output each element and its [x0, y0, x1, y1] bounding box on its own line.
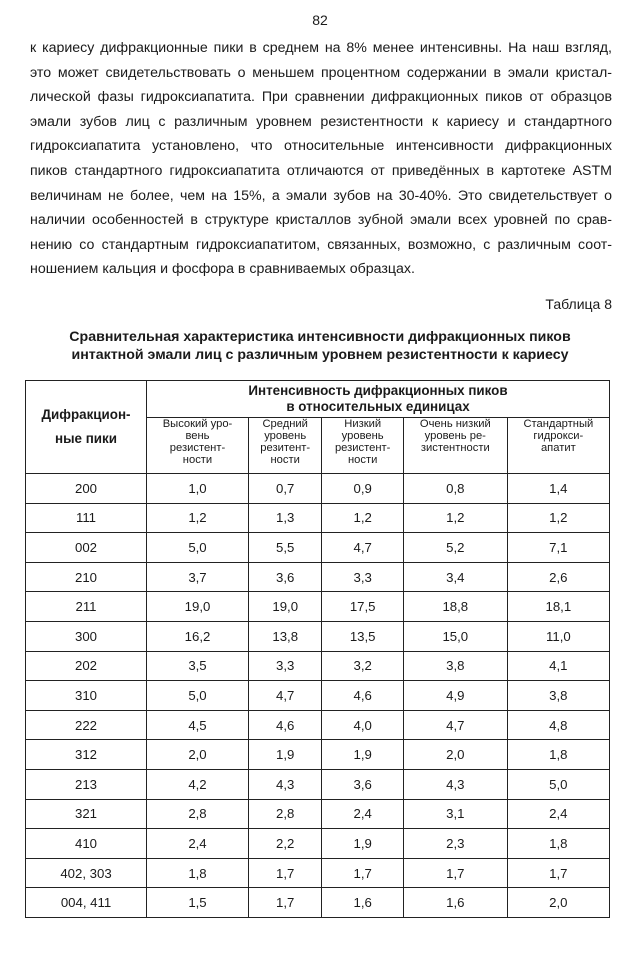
value-cell: 1,7 — [507, 858, 609, 888]
value-cell: 1,7 — [322, 858, 404, 888]
column-header-high — [147, 418, 249, 474]
value-cell: 11,0 — [507, 621, 609, 651]
header-line: Интенсивность дифракционных пиков — [248, 383, 508, 398]
table-row — [26, 829, 610, 859]
table-row — [26, 799, 610, 829]
table-title-line: Сравнительная характеристика интенсивности дифракционных пиков — [69, 329, 571, 345]
peak-cell: 200 — [26, 474, 147, 504]
peak-cell: 211 — [26, 592, 147, 622]
table-row — [26, 592, 610, 622]
value-cell: 3,2 — [322, 651, 404, 681]
peak-cell: 312 — [26, 740, 147, 770]
peak-cell: 222 — [26, 710, 147, 740]
value-cell: 5,2 — [403, 533, 507, 563]
intensity-table — [25, 380, 610, 918]
value-cell: 5,0 — [147, 681, 249, 711]
value-cell: 2,6 — [507, 562, 609, 592]
value-cell: 5,5 — [248, 533, 321, 563]
header-line: вень — [185, 430, 210, 442]
value-cell: 5,0 — [507, 769, 609, 799]
value-cell: 1,8 — [147, 858, 249, 888]
table-title-line: интактной эмали лиц с различным уровнем резистентности к кариесу — [71, 347, 569, 363]
value-cell: 1,9 — [322, 740, 404, 770]
value-cell: 2,3 — [403, 829, 507, 859]
value-cell: 4,3 — [403, 769, 507, 799]
paragraph-line: это может свидетельствовать о меньшем процентном содержании в эмали кристал- — [30, 64, 612, 81]
peak-cell: 002 — [26, 533, 147, 563]
value-cell: 19,0 — [248, 592, 321, 622]
value-cell: 4,9 — [403, 681, 507, 711]
peak-cell: 402, 303 — [26, 858, 147, 888]
header-line: ности — [270, 454, 300, 466]
value-cell: 1,6 — [403, 888, 507, 918]
value-cell: 1,6 — [322, 888, 404, 918]
paragraph-line: наличии особенностей в структуре кристаллов зубной эмали всех уровней по срав- — [30, 212, 612, 229]
paragraph-line: пиков стандартного гидроксиапатита отличаются от приведённых в картотеке ASTM — [30, 162, 612, 179]
header-line: апатит — [540, 442, 576, 454]
value-cell: 3,3 — [322, 562, 404, 592]
table-row — [26, 651, 610, 681]
value-cell: 2,0 — [403, 740, 507, 770]
value-cell: 2,2 — [248, 829, 321, 859]
value-cell: 16,2 — [147, 621, 249, 651]
header-line: уровень — [264, 430, 307, 442]
column-header-very-low — [403, 418, 507, 474]
header-line: Стандартный — [523, 418, 594, 430]
value-cell: 1,2 — [322, 503, 404, 533]
header-line: Очень низкий — [419, 418, 491, 430]
peak-cell: 111 — [26, 503, 147, 533]
paragraph-line: лической фазы гидроксиапатита. При сравнении дифракционных пиков от образцов — [30, 89, 612, 106]
peaks-column-header — [26, 381, 147, 474]
value-cell: 3,6 — [322, 769, 404, 799]
value-cell: 17,5 — [322, 592, 404, 622]
table-row — [26, 888, 610, 918]
table-row — [26, 858, 610, 888]
column-header-medium — [248, 418, 321, 474]
table-label: Таблица 8 — [545, 296, 612, 312]
value-cell: 4,8 — [507, 710, 609, 740]
header-line: гидрокси- — [533, 430, 584, 442]
table-row — [26, 769, 610, 799]
value-cell: 15,0 — [403, 621, 507, 651]
value-cell: 4,1 — [507, 651, 609, 681]
header-line: ности — [347, 454, 378, 466]
value-cell: 3,8 — [507, 681, 609, 711]
peak-cell: 310 — [26, 681, 147, 711]
column-header-standard — [507, 418, 609, 474]
value-cell: 1,0 — [147, 474, 249, 504]
value-cell: 4,6 — [248, 710, 321, 740]
page-number: 82 — [312, 12, 328, 28]
header-line: зистентности — [420, 442, 490, 454]
value-cell: 4,5 — [147, 710, 249, 740]
value-cell: 2,0 — [147, 740, 249, 770]
header-line: ности — [182, 454, 213, 466]
value-cell: 3,1 — [403, 799, 507, 829]
value-cell: 4,3 — [248, 769, 321, 799]
value-cell: 1,7 — [248, 888, 321, 918]
value-cell: 1,8 — [507, 740, 609, 770]
value-cell: 2,4 — [147, 829, 249, 859]
table-header-row — [26, 381, 610, 418]
paragraph-line: величинам не более, чем на 15%, а эмали зубов на 30-40%. Это свидетельствует о — [30, 187, 612, 204]
header-line: Низкий — [344, 418, 382, 430]
value-cell: 4,7 — [322, 533, 404, 563]
table-row — [26, 533, 610, 563]
header-line: резистент- — [169, 442, 226, 454]
value-cell: 0,7 — [248, 474, 321, 504]
header-line: Средний — [262, 418, 308, 430]
header-line: Дифракцион- — [41, 407, 131, 422]
header-line: уровень ре- — [424, 430, 486, 442]
value-cell: 2,4 — [322, 799, 404, 829]
value-cell: 3,6 — [248, 562, 321, 592]
value-cell: 4,6 — [322, 681, 404, 711]
header-line: резитент- — [260, 442, 311, 454]
table-row — [26, 562, 610, 592]
table-row — [26, 710, 610, 740]
value-cell: 3,5 — [147, 651, 249, 681]
peak-cell: 213 — [26, 769, 147, 799]
value-cell: 4,7 — [403, 710, 507, 740]
table-row — [26, 621, 610, 651]
header-line: уровень — [341, 430, 384, 442]
peak-cell: 321 — [26, 799, 147, 829]
value-cell: 18,8 — [403, 592, 507, 622]
intensity-group-header — [147, 381, 610, 418]
paragraph-line: ношением кальция и фосфора в сравниваемых образцах. — [30, 261, 415, 278]
value-cell: 19,0 — [147, 592, 249, 622]
value-cell: 5,0 — [147, 533, 249, 563]
paragraph-line: к кариесу дифракционные пики в среднем на 8% менее интенсивны. На наш взгляд, — [30, 40, 612, 56]
value-cell: 7,1 — [507, 533, 609, 563]
paragraph-line: нению со стандартным гидроксиапатитом, связанных, возможно, с различным соот- — [30, 236, 612, 253]
peak-cell: 210 — [26, 562, 147, 592]
peak-cell: 004, 411 — [26, 888, 147, 918]
table-row — [26, 503, 610, 533]
value-cell: 1,2 — [507, 503, 609, 533]
value-cell: 1,7 — [248, 858, 321, 888]
peak-cell: 410 — [26, 829, 147, 859]
value-cell: 3,3 — [248, 651, 321, 681]
value-cell: 0,9 — [322, 474, 404, 504]
peak-cell: 300 — [26, 621, 147, 651]
value-cell: 4,2 — [147, 769, 249, 799]
value-cell: 1,7 — [403, 858, 507, 888]
column-header-low — [322, 418, 404, 474]
value-cell: 3,8 — [403, 651, 507, 681]
paragraph-line: гидроксиапатита установлено, что относительные интенсивности дифракционных — [30, 138, 612, 155]
paragraph-line: эмали зубов лиц с различным уровнем резистентности к кариесу и стандартного — [30, 113, 612, 130]
value-cell: 2,0 — [507, 888, 609, 918]
value-cell: 13,8 — [248, 621, 321, 651]
header-line: Высокий уро- — [162, 418, 233, 430]
value-cell: 4,7 — [248, 681, 321, 711]
value-cell: 2,8 — [248, 799, 321, 829]
value-cell: 1,4 — [507, 474, 609, 504]
value-cell: 3,4 — [403, 562, 507, 592]
peak-cell: 202 — [26, 651, 147, 681]
table-title — [0, 328, 640, 364]
value-cell: 1,2 — [147, 503, 249, 533]
table-row — [26, 681, 610, 711]
header-line: в относительных единицах — [286, 399, 470, 414]
value-cell: 4,0 — [322, 710, 404, 740]
header-line: ные пики — [55, 431, 117, 446]
value-cell: 1,3 — [248, 503, 321, 533]
value-cell: 1,2 — [403, 503, 507, 533]
value-cell: 1,9 — [248, 740, 321, 770]
value-cell: 13,5 — [322, 621, 404, 651]
value-cell: 0,8 — [403, 474, 507, 504]
header-line: резистент- — [334, 442, 391, 454]
value-cell: 3,7 — [147, 562, 249, 592]
value-cell: 18,1 — [507, 592, 609, 622]
value-cell: 1,8 — [507, 829, 609, 859]
table-row — [26, 474, 610, 504]
body-paragraph — [30, 36, 612, 282]
value-cell: 2,8 — [147, 799, 249, 829]
value-cell: 1,5 — [147, 888, 249, 918]
value-cell: 2,4 — [507, 799, 609, 829]
value-cell: 1,9 — [322, 829, 404, 859]
table-row — [26, 740, 610, 770]
